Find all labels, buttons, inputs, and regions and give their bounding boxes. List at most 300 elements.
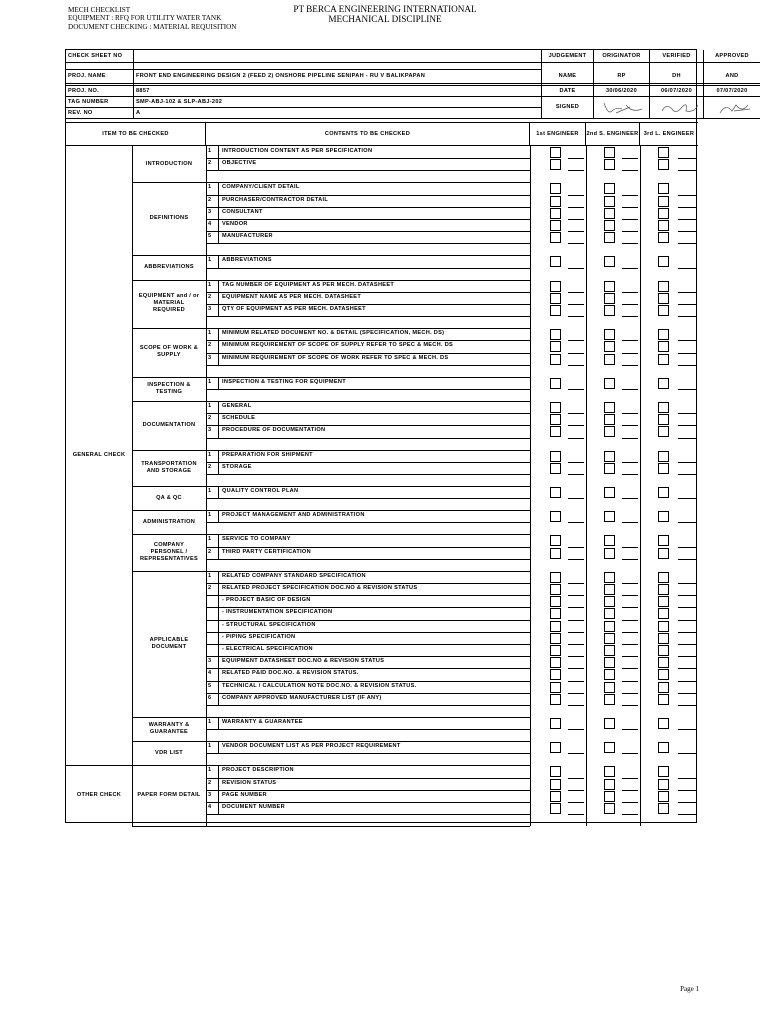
check-box[interactable]	[658, 511, 669, 522]
section-label-text: DOCUMENTATION	[142, 421, 196, 428]
section-label-text: INTRODUCTION	[145, 160, 193, 167]
section-label	[132, 377, 206, 401]
item-number: 4	[208, 221, 212, 227]
row-line	[206, 231, 530, 232]
number-divider	[218, 510, 219, 522]
check-box[interactable]	[658, 694, 669, 705]
answer-line	[678, 559, 696, 560]
answer-line	[678, 705, 696, 706]
check-box[interactable]	[658, 535, 669, 546]
item-text: - PROJECT BASIC OF DESIGN	[222, 597, 311, 604]
check-box[interactable]	[604, 608, 615, 619]
check-box[interactable]	[550, 766, 561, 777]
answer-line	[678, 753, 696, 754]
answer-line	[568, 316, 584, 317]
check-box[interactable]	[604, 511, 615, 522]
number-divider	[218, 195, 219, 207]
item-number: 2	[208, 779, 212, 786]
item-number: 3	[208, 208, 212, 215]
check-box[interactable]	[550, 220, 561, 231]
row-line	[206, 522, 530, 523]
check-box[interactable]	[658, 378, 669, 389]
answer-line	[622, 814, 638, 815]
check-box[interactable]	[550, 451, 561, 462]
item-number: 1	[208, 512, 212, 519]
check-box[interactable]	[604, 621, 615, 632]
check-box[interactable]	[550, 596, 561, 607]
check-box[interactable]	[658, 633, 669, 644]
number-divider	[218, 255, 219, 267]
check-box[interactable]	[550, 487, 561, 498]
verified-name: DH	[650, 70, 704, 84]
answer-line	[622, 802, 638, 803]
check-box[interactable]	[550, 633, 561, 644]
check-box[interactable]	[550, 584, 561, 595]
answer-line	[678, 632, 696, 633]
check-box[interactable]	[604, 803, 615, 814]
check-box[interactable]	[550, 378, 561, 389]
answer-line	[568, 268, 584, 269]
section-label	[132, 741, 206, 765]
section-label	[132, 146, 206, 182]
check-box[interactable]	[604, 463, 615, 474]
section-line	[206, 741, 530, 742]
section-line	[206, 826, 530, 827]
check-box[interactable]	[658, 682, 669, 693]
check-box[interactable]	[604, 414, 615, 425]
item-number: 5	[208, 682, 212, 689]
approved-signature	[704, 97, 760, 119]
check-box[interactable]	[550, 645, 561, 656]
number-divider	[218, 462, 219, 474]
check-box[interactable]	[550, 779, 561, 790]
check-box[interactable]	[550, 196, 561, 207]
section-line	[206, 255, 530, 256]
spacer-cell	[594, 63, 650, 70]
item-text: GENERAL	[222, 403, 252, 409]
answer-line	[622, 790, 638, 791]
item-text: VENDOR DOCUMENT LIST AS PER PROJECT REQUIREMENT	[222, 743, 401, 750]
item-text: PURCHASER/CONTRACTOR DETAIL	[222, 196, 329, 203]
answer-line	[622, 353, 638, 354]
answer-line	[622, 620, 638, 621]
check-box[interactable]	[658, 354, 669, 365]
check-box[interactable]	[604, 791, 615, 802]
item-text: MINIMUM REQUIREMENT OF SCOPE OF WORK REFER TO SPEC & MECH. DS	[222, 354, 449, 361]
check-box[interactable]	[604, 208, 615, 219]
check-box[interactable]	[658, 621, 669, 632]
check-box[interactable]	[658, 645, 669, 656]
row-line	[206, 778, 530, 779]
check-box[interactable]	[658, 402, 669, 413]
check-box[interactable]	[604, 341, 615, 352]
answer-line	[622, 425, 638, 426]
answer-line	[678, 778, 696, 779]
item-number: 2	[208, 293, 212, 300]
header-title	[250, 4, 520, 24]
answer-line	[568, 656, 584, 657]
number-divider	[218, 765, 219, 777]
check-box[interactable]	[658, 584, 669, 595]
answer-line	[678, 607, 696, 608]
item-text: - INSTRUMENTATION SPECIFICATION	[222, 609, 333, 616]
answer-line	[568, 778, 584, 779]
check-box[interactable]	[604, 645, 615, 656]
section-label	[132, 255, 206, 279]
section-label-text: EQUIPMENT and / or MATERIAL REQUIRED	[138, 293, 200, 314]
answer-line	[568, 705, 584, 706]
check-box[interactable]	[550, 402, 561, 413]
check-box[interactable]	[658, 803, 669, 814]
row-line	[206, 729, 530, 730]
row-line	[206, 340, 530, 341]
check-box[interactable]	[658, 256, 669, 267]
check-box[interactable]	[658, 232, 669, 243]
answer-line	[568, 365, 584, 366]
check-box[interactable]	[550, 803, 561, 814]
proj-no-label: PROJ. NO.	[66, 86, 134, 97]
check-box[interactable]	[604, 572, 615, 583]
section-line	[206, 401, 530, 402]
check-box[interactable]	[658, 779, 669, 790]
check-box[interactable]	[604, 196, 615, 207]
check-box[interactable]	[658, 281, 669, 292]
item-text: PROJECT MANAGEMENT AND ADMINISTRATION	[222, 512, 365, 519]
check-box[interactable]	[550, 183, 561, 194]
answer-line	[622, 778, 638, 779]
answer-line	[622, 304, 638, 305]
check-box[interactable]	[550, 329, 561, 340]
section-line	[206, 377, 530, 378]
check-box[interactable]	[604, 147, 615, 158]
verified-date: 06/07/2020	[650, 86, 704, 97]
section-label	[132, 450, 206, 486]
check-box[interactable]	[604, 451, 615, 462]
item-number: 1	[208, 330, 212, 337]
section-label	[132, 401, 206, 450]
answer-line	[622, 365, 638, 366]
answer-line	[678, 474, 696, 475]
check-box[interactable]	[658, 742, 669, 753]
check-box[interactable]	[604, 718, 615, 729]
engineer-2-header: 2nd S. ENGINEER	[586, 122, 640, 146]
check-box[interactable]	[658, 548, 669, 559]
answer-line	[678, 583, 696, 584]
answer-line	[678, 340, 696, 341]
number-divider	[218, 146, 219, 158]
check-box[interactable]	[658, 657, 669, 668]
check-sheet-label: CHECK SHEET NO	[66, 50, 134, 63]
number-divider	[218, 717, 219, 729]
answer-line	[568, 681, 584, 682]
answer-line	[568, 693, 584, 694]
check-box[interactable]	[604, 596, 615, 607]
check-box[interactable]	[550, 232, 561, 243]
row-line	[206, 583, 530, 584]
item-number: 1	[208, 767, 212, 774]
answer-line	[678, 292, 696, 293]
answer-line	[622, 753, 638, 754]
item-number: 1	[208, 281, 212, 288]
number-divider	[218, 425, 219, 437]
check-box[interactable]	[550, 694, 561, 705]
check-box[interactable]	[658, 329, 669, 340]
answer-line	[622, 729, 638, 730]
answer-line	[622, 413, 638, 414]
col-line	[586, 146, 587, 826]
check-box[interactable]	[604, 220, 615, 231]
check-box[interactable]	[658, 766, 669, 777]
check-box[interactable]	[550, 256, 561, 267]
header-line: MECH CHECKLIST	[68, 6, 131, 14]
check-box[interactable]	[658, 183, 669, 194]
proj-name-label: PROJ. NAME	[66, 70, 134, 84]
number-divider	[218, 741, 219, 753]
check-box[interactable]	[604, 584, 615, 595]
check-box[interactable]	[658, 196, 669, 207]
row-line	[206, 681, 530, 682]
answer-line	[622, 632, 638, 633]
section-line	[206, 510, 530, 511]
spacer-cell	[542, 63, 594, 70]
row-line	[206, 607, 530, 608]
header-doc-info	[68, 6, 237, 31]
check-box[interactable]	[658, 669, 669, 680]
row-line	[206, 632, 530, 633]
col-line	[206, 146, 207, 826]
check-box[interactable]	[658, 487, 669, 498]
row-line	[206, 413, 530, 414]
answer-line	[622, 583, 638, 584]
check-box[interactable]	[604, 669, 615, 680]
check-box[interactable]	[550, 354, 561, 365]
check-box[interactable]	[658, 293, 669, 304]
answer-line	[678, 195, 696, 196]
item-text: COMPANY APPROVED MANUFACTURER LIST (IF ANY)	[222, 694, 382, 701]
check-box[interactable]	[658, 414, 669, 425]
group-label-general: GENERAL CHECK	[72, 452, 126, 459]
item-text: PAGE NUMBER	[222, 791, 267, 798]
check-box[interactable]	[658, 463, 669, 474]
number-divider	[218, 340, 219, 352]
answer-line	[678, 243, 696, 244]
item-column-header: ITEM TO BE CHECKED	[66, 122, 206, 146]
check-box[interactable]	[550, 208, 561, 219]
check-box[interactable]	[604, 694, 615, 705]
item-text: EQUIPMENT DATASHEET DOC.NO & REVISION STATUS	[222, 658, 385, 665]
number-divider	[218, 450, 219, 462]
number-divider	[218, 802, 219, 814]
answer-line	[568, 498, 584, 499]
answer-line	[622, 693, 638, 694]
answer-line	[678, 170, 696, 171]
check-box[interactable]	[604, 281, 615, 292]
number-divider	[218, 681, 219, 693]
item-number: 5	[208, 233, 212, 240]
answer-line	[622, 547, 638, 548]
check-box[interactable]	[550, 293, 561, 304]
answer-line	[568, 583, 584, 584]
section-label	[132, 182, 206, 255]
col-line	[640, 146, 641, 826]
check-box[interactable]	[550, 742, 561, 753]
section-label-text: QA & QC	[156, 494, 182, 501]
check-box[interactable]	[604, 548, 615, 559]
check-box[interactable]	[658, 791, 669, 802]
check-sheet-value[interactable]	[134, 50, 542, 63]
approved-label: APPROVED	[704, 50, 760, 63]
check-box[interactable]	[658, 608, 669, 619]
item-text: SCHEDULE	[222, 415, 256, 422]
check-box[interactable]	[550, 147, 561, 158]
answer-line	[622, 498, 638, 499]
section-label-text: DEFINITIONS	[149, 215, 189, 222]
answer-line	[678, 693, 696, 694]
check-box[interactable]	[658, 208, 669, 219]
item-text: QUALITY CONTROL PLAN	[222, 488, 299, 494]
signature-icon	[652, 97, 704, 119]
check-box[interactable]	[658, 718, 669, 729]
check-box[interactable]	[604, 426, 615, 437]
proj-name-value: FRONT END ENGINEERING DESIGN 2 (FEED 2) ONSHORE PIPELINE SENIPAH - RU V BALIKPAPAN	[134, 70, 542, 84]
check-box[interactable]	[550, 463, 561, 474]
section-label	[132, 280, 206, 329]
check-box[interactable]	[604, 378, 615, 389]
check-box[interactable]	[550, 718, 561, 729]
item-number: 2	[208, 160, 212, 167]
check-box[interactable]	[550, 426, 561, 437]
answer-line	[622, 595, 638, 596]
checklist-sheet	[65, 49, 749, 823]
answer-line	[678, 413, 696, 414]
answer-line	[678, 595, 696, 596]
check-box[interactable]	[604, 293, 615, 304]
check-box[interactable]	[604, 633, 615, 644]
check-box[interactable]	[550, 535, 561, 546]
answer-line	[678, 620, 696, 621]
item-text: QTY OF EQUIPMENT AS PER MECH. DATASHEET	[222, 306, 366, 312]
answer-line	[678, 498, 696, 499]
item-text: VENDOR	[222, 221, 248, 227]
number-divider	[218, 534, 219, 546]
number-divider	[218, 656, 219, 668]
engineer-1-header: 1st ENGINEER	[530, 122, 586, 146]
check-box[interactable]	[604, 402, 615, 413]
check-box[interactable]	[550, 657, 561, 668]
item-text: RELATED PROJECT SPECIFICATION DOC.NO & REVISION STATUS	[222, 585, 418, 591]
check-box[interactable]	[604, 682, 615, 693]
number-divider	[218, 693, 219, 705]
item-number: 2	[208, 415, 212, 422]
check-box[interactable]	[604, 329, 615, 340]
check-box[interactable]	[658, 596, 669, 607]
check-box[interactable]	[604, 256, 615, 267]
spacer-cell	[650, 63, 704, 70]
item-text: REVISION STATUS	[222, 779, 277, 786]
check-box[interactable]	[550, 548, 561, 559]
check-box[interactable]	[658, 341, 669, 352]
check-box[interactable]	[658, 147, 669, 158]
check-box[interactable]	[604, 159, 615, 170]
number-divider	[218, 207, 219, 219]
section-divider	[132, 826, 206, 827]
check-box[interactable]	[658, 159, 669, 170]
check-box[interactable]	[604, 183, 615, 194]
check-box[interactable]	[658, 426, 669, 437]
check-box[interactable]	[550, 621, 561, 632]
answer-line	[678, 316, 696, 317]
check-box[interactable]	[550, 682, 561, 693]
answer-line	[568, 668, 584, 669]
row-line	[206, 316, 530, 317]
spacer-cell	[66, 63, 134, 70]
row-line	[206, 644, 530, 645]
check-box[interactable]	[550, 414, 561, 425]
check-box[interactable]	[550, 608, 561, 619]
item-text: - ELECTRICAL SPECIFICATION	[222, 646, 313, 652]
check-box[interactable]	[550, 159, 561, 170]
check-box[interactable]	[604, 779, 615, 790]
answer-line	[622, 438, 638, 439]
answer-line	[622, 607, 638, 608]
check-box[interactable]	[550, 281, 561, 292]
check-box[interactable]	[658, 572, 669, 583]
row-line	[206, 268, 530, 269]
check-box[interactable]	[658, 305, 669, 316]
date-label: DATE	[542, 86, 594, 97]
header-line: EQUIPMENT : RFQ FOR UTILITY WATER TANK	[68, 14, 222, 23]
originator-signature	[594, 97, 650, 119]
answer-line	[622, 292, 638, 293]
check-box[interactable]	[550, 341, 561, 352]
number-divider	[218, 304, 219, 316]
item-number: 2	[208, 585, 212, 591]
check-box[interactable]	[658, 220, 669, 231]
item-text: MINIMUM REQUIREMENT OF SCOPE OF SUPPLY REFER TO SPEC & MECH. DS	[222, 342, 454, 349]
number-divider	[218, 595, 219, 607]
item-text: STORAGE	[222, 463, 252, 470]
check-box[interactable]	[550, 791, 561, 802]
number-divider	[218, 790, 219, 802]
check-box[interactable]	[604, 657, 615, 668]
number-divider	[218, 571, 219, 583]
check-box[interactable]	[604, 232, 615, 243]
item-number: 4	[208, 670, 212, 677]
check-box[interactable]	[658, 451, 669, 462]
answer-line	[678, 790, 696, 791]
check-box[interactable]	[604, 742, 615, 753]
row-line	[206, 668, 530, 669]
check-box[interactable]	[604, 354, 615, 365]
check-box[interactable]	[604, 766, 615, 777]
section-label-text: SCOPE OF WORK & SUPPLY	[139, 345, 199, 359]
answer-line	[622, 389, 638, 390]
check-box[interactable]	[604, 305, 615, 316]
check-box[interactable]	[550, 572, 561, 583]
section-label	[132, 486, 206, 510]
check-box[interactable]	[604, 535, 615, 546]
header-line: DOCUMENT CHECKING : MATERIAL REQUISITION	[68, 22, 237, 31]
check-box[interactable]	[550, 511, 561, 522]
answer-line	[622, 522, 638, 523]
number-divider	[218, 668, 219, 680]
item-text: THIRD PARTY CERTIFICATION	[222, 548, 311, 555]
answer-line	[622, 644, 638, 645]
check-box[interactable]	[604, 487, 615, 498]
check-box[interactable]	[550, 669, 561, 680]
check-box[interactable]	[550, 305, 561, 316]
item-text: MANUFACTURER	[222, 233, 273, 240]
